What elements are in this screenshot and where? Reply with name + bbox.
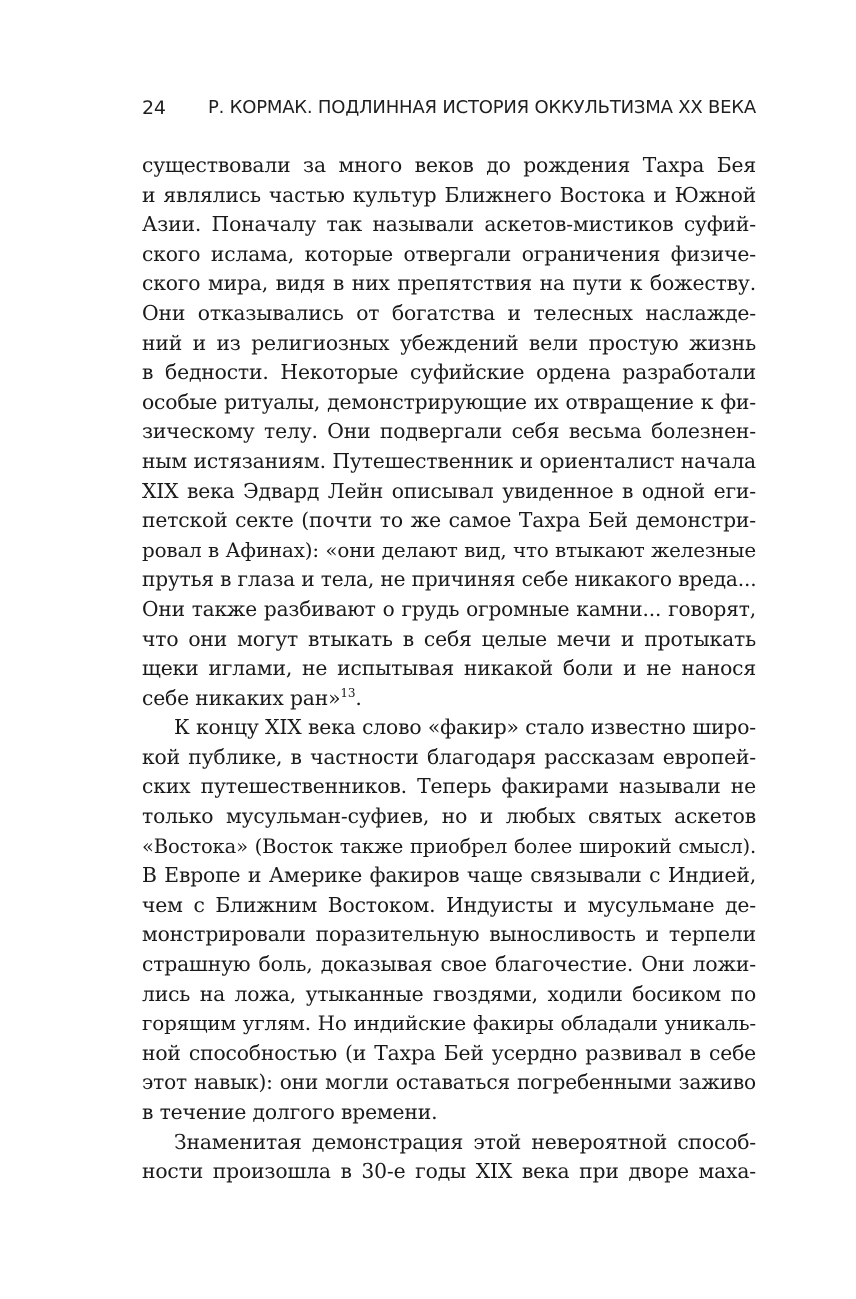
line-text: себе никаких ран»	[142, 685, 341, 710]
text-line: щеки иглами, не испытывая никакой боли и не нанося	[142, 656, 756, 681]
text-line: Знаменитая демонстрация этой невероятной способ-	[174, 1129, 756, 1154]
running-title: Р. КОРМАК. ПОДЛИННАЯ ИСТОРИЯ ОККУЛЬТИЗМА XX ВЕКА	[207, 97, 756, 118]
text-line: В Европе и Америке факиров чаще связывали с Индией,	[142, 863, 756, 888]
body-text	[142, 151, 756, 1187]
paragraph	[142, 1128, 756, 1187]
text-line: «Востока» (Восток также приобрел более широкий смысл).	[142, 834, 756, 858]
text-line: что они могут втыкать в себя целые мечи и протыкать	[142, 626, 756, 651]
text-line: и являлись частью культур Ближнего Востока и Южной	[142, 182, 756, 207]
text-line: ских путешественников. Теперь факирами называли не	[142, 774, 756, 799]
running-head	[142, 97, 756, 127]
text-line: только мусульман-суфиев, но и любых святых аскетов	[142, 804, 756, 829]
text-line: горящим углям. Но индийские факиры обладали уникаль-	[142, 1012, 756, 1036]
text-line: ности произошла в 30-е годы XIX века при дворе маха-	[142, 1159, 756, 1184]
text-line: XIX века Эдвард Лейн описывал увиденное в одной еги-	[142, 478, 756, 503]
text-line: Они также разбивают о грудь огромные камни... говорят,	[142, 596, 756, 621]
text-line: К концу XIX века слово «факир» стало известно широ-	[174, 715, 756, 740]
text-line: лись на ложа, утыканные гвоздями, ходили босиком по	[142, 981, 756, 1006]
text-line: Азии. Поначалу так называли аскетов-мистиков суфий-	[142, 212, 756, 237]
text-line: ского ислама, которые отвергали ограничения физиче-	[142, 241, 756, 266]
text-line: ний и из религиозных убеждений вели простую жизнь	[142, 330, 756, 355]
footnote-reference[interactable]: 13	[340, 685, 356, 700]
text-line: особые ритуалы, демонстрирующие их отвращение к фи-	[142, 389, 756, 414]
text-line: Они отказывались от богатства и телесных наслажде-	[142, 300, 756, 325]
text-line: ной способностью (и Тахра Бей усердно развивал в себе	[142, 1040, 756, 1065]
text-line: монстрировали поразительную выносливость и терпели	[142, 922, 756, 947]
text-line: страшную боль, доказывая свое благочестие. Они ложи-	[142, 952, 756, 977]
text-line: прутья в глаза и тела, не причиняя себе никакого вреда...	[142, 567, 757, 592]
text-line: ным истязаниям. Путешественник и ориенталист начала	[142, 448, 756, 473]
text-line: в бедности. Некоторые суфийские ордена разработали	[142, 360, 756, 385]
text-line	[142, 684, 756, 714]
text-line: существовали за много веков до рождения Тахра Бея	[142, 153, 756, 177]
text-line: в течение долгого времени.	[142, 1100, 438, 1124]
text-line: этот навык): они могли оставаться погребенными заживо	[142, 1070, 756, 1095]
closing-punctuation: .	[355, 685, 362, 710]
page-number: 24	[142, 97, 166, 119]
paragraph	[142, 713, 756, 1127]
text-line: чем с Ближним Востоком. Индуисты и мусульмане де-	[142, 892, 756, 917]
text-line: кой публике, в частности благодаря рассказам европей-	[142, 744, 756, 769]
text-line: ского мира, видя в них препятствия на пути к божеству.	[142, 271, 756, 296]
text-line: петской секте (почти то же самое Тахра Бей демонстри-	[142, 508, 756, 533]
text-line: зическому телу. Они подвергали себя весьма болезнен-	[142, 419, 756, 444]
text-line: ровал в Афинах): «они делают вид, что втыкают железные	[142, 538, 756, 562]
paragraph	[142, 151, 756, 713]
